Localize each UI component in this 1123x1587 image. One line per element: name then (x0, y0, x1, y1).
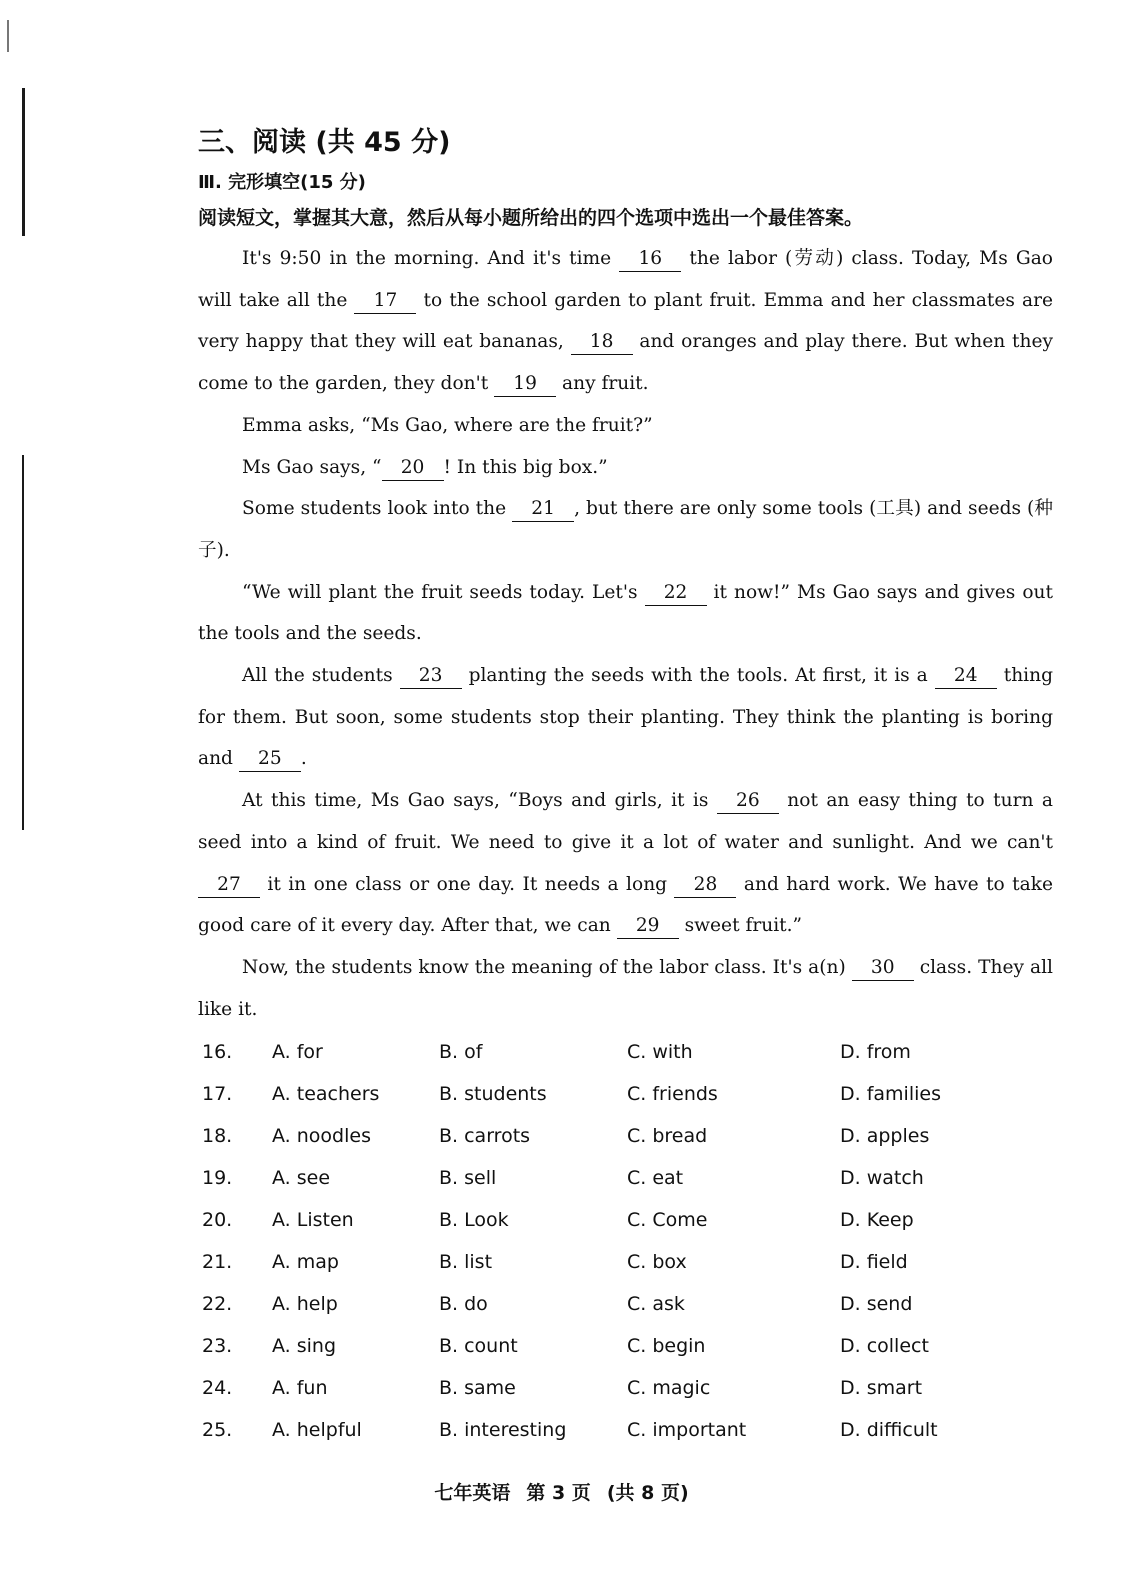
question-number: 21. (202, 1251, 233, 1274)
subsection-title: Ⅲ. 完形填空(15 分) (198, 172, 366, 193)
passage-paragraph: “We will plant the fruit seeds today. Let's 22 it now!” Ms Gao says and gives out the tools and the seeds. (198, 581, 1053, 645)
scan-edge-line (22, 88, 25, 236)
option-a: A. teachers (272, 1083, 380, 1106)
blank-28: 28 (674, 873, 736, 898)
option-a: A. for (272, 1041, 323, 1064)
option-d: D. difficult (840, 1419, 938, 1442)
question-row (198, 1115, 1053, 1157)
question-row (198, 1409, 1053, 1451)
option-b: B. count (439, 1335, 518, 1358)
passage-paragraph: Now, the students know the meaning of the labor class. It's a(n) 30 class. They all like it. (198, 956, 1053, 1020)
option-c: C. begin (627, 1335, 706, 1358)
option-c: C. ask (627, 1293, 685, 1316)
option-d: D. collect (840, 1335, 929, 1358)
option-c: C. eat (627, 1167, 684, 1190)
option-a: A. see (272, 1167, 331, 1190)
option-b: B. students (439, 1083, 547, 1106)
option-c: C. bread (627, 1125, 708, 1148)
option-d: D. apples (840, 1125, 930, 1148)
blank-16: 16 (619, 247, 681, 272)
question-number: 20. (202, 1209, 233, 1232)
blank-24: 24 (935, 664, 997, 689)
question-number: 25. (202, 1419, 233, 1442)
question-number: 18. (202, 1125, 233, 1148)
question-number: 16. (202, 1041, 233, 1064)
option-d: D. from (840, 1041, 911, 1064)
option-a: A. map (272, 1251, 339, 1274)
answer-options (198, 1031, 1053, 1451)
blank-18: 18 (571, 330, 633, 355)
exam-page (198, 120, 1053, 1451)
option-c: C. important (627, 1419, 747, 1442)
option-d: D. send (840, 1293, 913, 1316)
question-row (198, 1073, 1053, 1115)
blank-21: 21 (512, 497, 574, 522)
footer-total: (共 8 页) (606, 1482, 689, 1504)
blank-26: 26 (717, 789, 779, 814)
blank-29: 29 (617, 914, 679, 939)
page-footer (0, 1478, 1123, 1505)
option-c: C. magic (627, 1377, 711, 1400)
question-row (198, 1031, 1053, 1073)
question-row (198, 1325, 1053, 1367)
blank-19: 19 (494, 372, 556, 397)
option-b: B. sell (439, 1167, 497, 1190)
option-a: A. help (272, 1293, 338, 1316)
option-a: A. noodles (272, 1125, 371, 1148)
option-b: B. of (439, 1041, 483, 1064)
option-d: D. Keep (840, 1209, 914, 1232)
option-a: A. fun (272, 1377, 328, 1400)
blank-27: 27 (198, 873, 260, 898)
passage-paragraph: Some students look into the 21 , but there are only some tools (工具) and seeds (种子). (198, 498, 1053, 561)
option-c: C. friends (627, 1083, 718, 1106)
option-d: D. families (840, 1083, 941, 1106)
option-b: B. Look (439, 1209, 509, 1232)
section-title: 三、阅读 (共 45 分) (198, 127, 451, 158)
cloze-passage (198, 238, 1053, 1030)
footer-subject: 七年英语 (434, 1482, 511, 1504)
option-a: A. helpful (272, 1419, 362, 1442)
question-number: 23. (202, 1335, 233, 1358)
blank-25: 25 (239, 747, 301, 772)
passage-paragraph: All the students 23 planting the seeds with the tools. At first, it is a 24 thing for them. But soon, some students stop their planting. They think the planting is boring and 25 . (198, 655, 1053, 780)
blank-22: 22 (645, 581, 707, 606)
passage-paragraph: At this time, Ms Gao says, “Boys and girls, it is 26 not an easy thing to turn a seed into a kind of fruit. We need to give it a lot of water and sunlight. And we can't 27 it in one class or one day. It needs a long 28 and hard work. We have to take good care of it every day. After that, we can 29 sweet fruit.” (198, 780, 1053, 947)
passage-paragraph: It's 9:50 in the morning. And it's time 16 the labor (劳动) class. Today, Ms Gao will take all the 17 to the school garden to plant fruit. Emma and her classmates are very happy that they will eat bananas, 18 and oranges and play there. But when they come to the garden, they don't 19 any fruit. (198, 238, 1053, 405)
option-b: B. interesting (439, 1419, 567, 1442)
question-number: 22. (202, 1293, 233, 1316)
passage-paragraph: Ms Gao says, “ 20 ! In this big box.” (198, 447, 1053, 489)
option-b: B. list (439, 1251, 493, 1274)
option-d: D. smart (840, 1377, 923, 1400)
passage-paragraph: Emma asks, “Ms Gao, where are the fruit?” (242, 414, 653, 436)
instruction: 阅读短文，掌握其大意，然后从每小题所给出的四个选项中选出一个最佳答案。 (198, 207, 864, 229)
question-number: 19. (202, 1167, 233, 1190)
blank-23: 23 (400, 664, 462, 689)
scan-edge-line (22, 455, 24, 830)
question-row (198, 1241, 1053, 1283)
option-d: D. field (840, 1251, 908, 1274)
option-a: A. sing (272, 1335, 337, 1358)
option-d: D. watch (840, 1167, 924, 1190)
option-c: C. with (627, 1041, 693, 1064)
option-b: B. same (439, 1377, 516, 1400)
option-a: A. Listen (272, 1209, 354, 1232)
blank-30: 30 (852, 956, 914, 981)
question-row (198, 1199, 1053, 1241)
option-b: B. carrots (439, 1125, 531, 1148)
question-row (198, 1157, 1053, 1199)
option-c: C. Come (627, 1209, 708, 1232)
question-row (198, 1367, 1053, 1409)
blank-20: 20 (382, 456, 444, 481)
question-number: 24. (202, 1377, 233, 1400)
blank-17: 17 (354, 289, 416, 314)
question-number: 17. (202, 1083, 233, 1106)
question-row (198, 1283, 1053, 1325)
footer-page: 第 3 页 (526, 1482, 591, 1504)
option-b: B. do (439, 1293, 488, 1316)
scan-edge-line (7, 20, 9, 52)
option-c: C. box (627, 1251, 687, 1274)
